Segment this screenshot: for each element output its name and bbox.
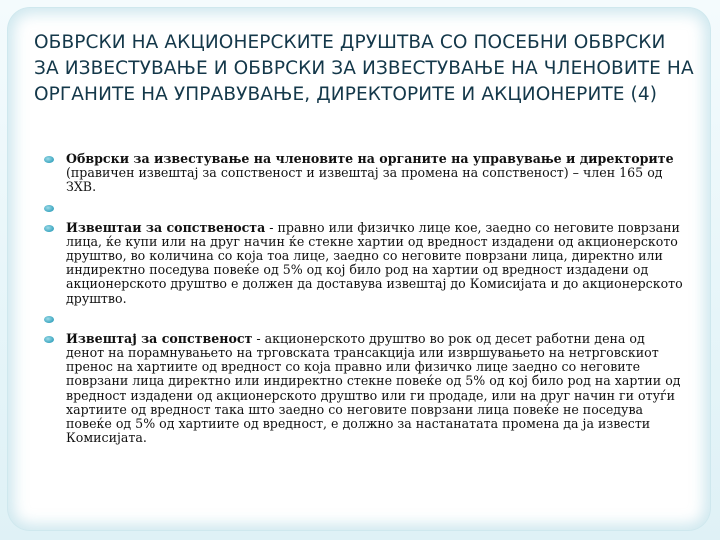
list-item xyxy=(44,152,684,195)
bullet-icon xyxy=(44,316,54,323)
item-text: - акционерското друштво во рок од десет работни дена од денот на порамнувањето на трговската трансакција или извршувањето на нетрговскиот пренос на хартиите од вредност со која правно или физичко лице заедно со неговите поврзани лица директно или индиректно стекне повеќе од 5% од кој било род на хартии од вредност издадени од акционерското друштво или ги продаде, или на друг начин ги отуѓи хартиите од вредност така што заедно со неговите поврзани лица повеќе не поседува повеќе од 5% од хартиите од вредност, е должно за настанатата промена да ја извести Комисијата. xyxy=(66,330,681,446)
item-lead: Извештаи за сопственоста xyxy=(66,219,266,235)
bullet-icon xyxy=(44,156,54,163)
list-item xyxy=(44,332,684,446)
bullet-icon xyxy=(44,225,54,232)
bullet-icon xyxy=(44,205,54,212)
list-item xyxy=(44,312,684,326)
item-lead: Обврски за известување на членовите на органите на управување и директорите xyxy=(66,151,674,166)
item-text: - правно или физичко лице кое, заедно со неговите поврзани лица, ќе купи или на друг начин ќе стекне хартии од вредност издадени од акционерското друштво, во количина со која тоа лице, заедно со неговите поврзани лица, директно или индиректно поседува повеќе од 5% од кој било род на хартии од вредност издадени од акционерското друштво е должен да доставува извештај до Комисијата и до акционерското друштво. xyxy=(66,219,683,306)
item-text: (правичен извештај за сопственост и извештај за промена на сопственост) – член 165 од ЗХВ. xyxy=(66,165,663,195)
bullet-icon xyxy=(44,336,54,343)
slide-title: ОБВРСКИ НА АКЦИОНЕРСКИТЕ ДРУШТВА СО ПОСЕБНИ ОБВРСКИ ЗА ИЗВЕСТУВАЊЕ И ОБВРСКИ ЗА ИЗВЕСТУВАЊЕ НА ЧЛЕНОВИТЕ НА ОРГАНИТЕ НА УПРАВУВАЊЕ, ДИРЕКТОРИТЕ И АКЦИОНЕРИТЕ (4) xyxy=(34,32,694,105)
list-item xyxy=(44,201,684,215)
list-item xyxy=(44,221,684,306)
bullet-list xyxy=(44,152,684,451)
item-lead: Извештај за сопственост xyxy=(66,330,253,346)
